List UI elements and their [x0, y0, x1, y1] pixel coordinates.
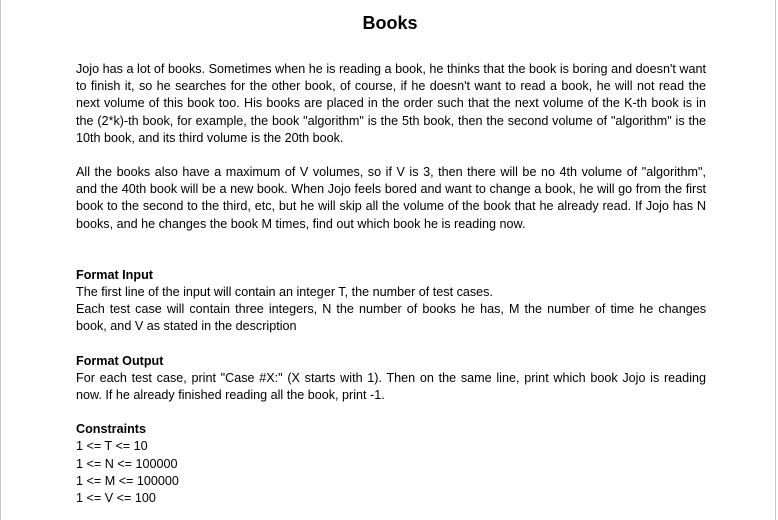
format-input-line-2: Each test case will contain three integers, N the number of books he has, M the number of time he changes book, and V as stated in the description	[76, 302, 706, 334]
constraint-v: 1 <= V <= 100	[76, 491, 156, 506]
format-input-line-1: The first line of the input will contain an integer T, the number of test cases.	[76, 285, 493, 300]
constraint-n: 1 <= N <= 100000	[76, 456, 178, 471]
story-paragraph-2: All the books also have a maximum of V volumes, so if V is 3, then there will be no 4th volume of "algorithm", and the 40th book will be a new book. When Jojo feels bored and want to change a book, he will go from the first book to the second to the third, etc, but he will skip all the volume of the book that he already read. If Jojo has N books, and he changes the book M times, find out which book he is reading now.	[76, 165, 706, 231]
constraint-m: 1 <= M <= 100000	[76, 473, 179, 488]
constraints-section	[76, 421, 706, 507]
format-output-section	[76, 353, 706, 405]
story-paragraph-1: Jojo has a lot of books. Sometimes when he is reading a book, he thinks that the book is boring and doesn't want to finish it, so he searches for the other book, of course, if he doesn't want to read a book, he will not read the next volume of this book too. His books are placed in the order such that the next volume of the K-th book is in the (2*k)-th book, for example, the book "algorithm" is the 5th book, then the second volume of "algorithm" is the 10th book, and its third volume is the 20th book.	[76, 62, 706, 145]
format-output-heading: Format Output	[76, 353, 164, 368]
page-title: Books	[362, 13, 418, 33]
format-input-section	[76, 267, 706, 336]
format-input-heading: Format Input	[76, 267, 153, 282]
document-content	[76, 61, 706, 507]
constraints-heading: Constraints	[76, 422, 146, 437]
constraint-t: 1 <= T <= 10	[76, 439, 148, 454]
format-output-line-1: For each test case, print "Case #X:" (X starts with 1). Then on the same line, print which book Jojo is reading now. If he already finished reading all the book, print -1.	[76, 370, 706, 403]
